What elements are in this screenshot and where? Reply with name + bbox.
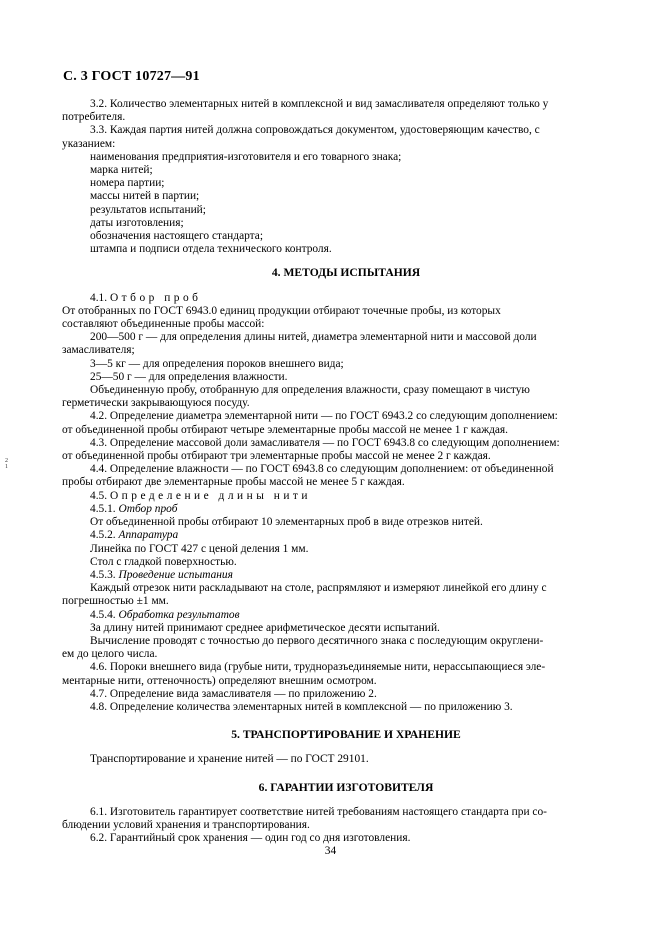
clause-title: Отбор проб bbox=[109, 291, 202, 304]
list-item: марка нитей; bbox=[90, 164, 153, 177]
paragraph: 3—5 кг — для определения пороков внешнего вида; bbox=[90, 357, 344, 370]
paragraph-4-5-heading bbox=[90, 490, 602, 503]
paragraph: герметически закрывающуюся посуду. bbox=[62, 397, 250, 410]
paragraph-4-4: 4.4. Определение влажности — по ГОСТ 6943.8 со следующим дополнением: от объединенной bbox=[90, 463, 554, 476]
paragraph-4-8: 4.8. Определение количества элементарных нитей в комплексной — по приложению 3. bbox=[90, 700, 513, 713]
list-item: массы нитей в партии; bbox=[90, 190, 200, 203]
paragraph: 200—500 г — для определения длины нитей, диаметра элементарной нити и массовой доли bbox=[90, 331, 537, 344]
paragraph-3-3-cont: указанием: bbox=[62, 137, 116, 150]
clause-number: 4.5. bbox=[90, 489, 108, 502]
clause-title: Обработка результатов bbox=[118, 608, 240, 621]
paragraph-4-6: 4.6. Пороки внешнего вида (грубые нити, трудноразъединяемые нити, нерассыпающиеся эле- bbox=[90, 661, 546, 674]
paragraph: От объединенной пробы отбирают 10 элементарных проб в виде отрезков нитей. bbox=[90, 516, 483, 529]
paragraph-3-2: 3.2. Количество элементарных нитей в комплексной и вид замасливателя определяют только у bbox=[90, 98, 549, 110]
document-body bbox=[62, 98, 602, 845]
paragraph-4-7: 4.7. Определение вида замасливателя — по приложению 2. bbox=[90, 687, 377, 700]
paragraph-4-5-3-heading bbox=[90, 569, 602, 582]
list-item: обозначения настоящего стандарта; bbox=[90, 230, 264, 243]
paragraph: составляют объединенные пробы массой: bbox=[62, 318, 265, 331]
paragraph: От отобранных по ГОСТ 6943.0 единиц продукции отбирают точечные пробы, из которых bbox=[62, 304, 501, 317]
paragraph: ментарные нити, оттеночность) определяют внешним осмотром. bbox=[62, 674, 377, 687]
section-title-4: 4. МЕТОДЫ ИСПЫТАНИЯ bbox=[271, 266, 421, 280]
paragraph-4-5-4-heading bbox=[90, 609, 602, 622]
paragraph: погрешностью ±1 мм. bbox=[62, 595, 169, 608]
paragraph-6-1: 6.1. Изготовитель гарантирует соответствие нитей требованиям настоящего стандарта при со- bbox=[90, 805, 547, 818]
paragraph-3-2-cont: потребителя. bbox=[62, 111, 126, 124]
paragraph-4-5-2-heading bbox=[90, 529, 602, 542]
list-item: даты изготовления; bbox=[90, 216, 184, 229]
clause-number: 4.5.4. bbox=[90, 608, 116, 621]
paragraph-4-3: 4.3. Определение массовой доли замасливателя — по ГОСТ 6943.8 со следующим дополнением: bbox=[90, 436, 560, 449]
paragraph: Вычисление проводят с точностью до первого десятичного знака с последующим округлени- bbox=[90, 634, 544, 647]
paragraph-4-5-1-heading bbox=[90, 503, 602, 516]
paragraph-5: Транспортирование и хранение нитей — по ГОСТ 29101. bbox=[90, 753, 369, 766]
paragraph: За длину нитей принимают среднее арифметическое десяти испытаний. bbox=[90, 621, 440, 634]
paragraph: 25—50 г — для определения влажности. bbox=[90, 370, 288, 383]
paragraph: от объединенной пробы отбирают три элементарные пробы массой не менее 2 г каждая. bbox=[62, 450, 491, 463]
clause-number: 4.1. bbox=[90, 291, 108, 304]
margin-mark: 2 1 bbox=[5, 458, 8, 470]
paragraph: ем до целого числа. bbox=[62, 648, 158, 661]
paragraph-4-1-heading bbox=[90, 292, 602, 305]
page-number: 34 bbox=[324, 845, 337, 857]
clause-number: 4.5.1. bbox=[90, 502, 116, 515]
paragraph: Объединенную пробу, отобранную для определения влажности, сразу помещают в чистую bbox=[90, 384, 530, 397]
paragraph: Стол с гладкой поверхностью. bbox=[90, 555, 237, 568]
paragraph: замасливателя; bbox=[62, 344, 135, 357]
page-header: С. 3 ГОСТ 10727—91 bbox=[63, 69, 200, 84]
paragraph: блюдении условий хранения и транспортирования. bbox=[62, 818, 310, 831]
paragraph: Каждый отрезок нити раскладывают на столе, распрямляют и измеряют линейкой его длину с bbox=[90, 582, 547, 595]
paragraph: от объединенной пробы отбирают четыре элементарные пробы массой не менее 1 г каждая. bbox=[62, 423, 509, 436]
section-title-6: 6. ГАРАНТИИ ИЗГОТОВИТЕЛЯ bbox=[258, 780, 434, 794]
section-title-5: 5. ТРАНСПОРТИРОВАНИЕ И ХРАНЕНИЕ bbox=[231, 728, 461, 742]
paragraph: пробы отбирают две элементарные пробы массой не менее 5 г каждая. bbox=[62, 476, 405, 489]
clause-number: 4.5.2. bbox=[90, 529, 116, 542]
list-item: номера партии; bbox=[90, 177, 165, 190]
clause-title: Определение длины нити bbox=[109, 489, 311, 502]
clause-title: Отбор проб bbox=[118, 502, 178, 515]
clause-number: 4.5.3. bbox=[90, 568, 116, 581]
paragraph-3-3: 3.3. Каждая партия нитей должна сопровождаться документом, удостоверяющим качество, с bbox=[90, 124, 540, 137]
list-item: наименования предприятия-изготовителя и его товарного знака; bbox=[90, 150, 402, 163]
clause-title: Аппаратура bbox=[118, 529, 179, 542]
paragraph-6-2: 6.2. Гарантийный срок хранения — один год со дня изготовления. bbox=[90, 832, 411, 845]
paragraph: Линейка по ГОСТ 427 с ценой деления 1 мм. bbox=[90, 542, 309, 555]
clause-title: Проведение испытания bbox=[118, 568, 233, 581]
paragraph-4-2: 4.2. Определение диаметра элементарной нити — по ГОСТ 6943.2 со следующим дополнением: bbox=[90, 410, 558, 423]
list-item: результатов испытаний; bbox=[90, 203, 206, 216]
list-item: штампа и подписи отдела технического контроля. bbox=[90, 243, 332, 256]
